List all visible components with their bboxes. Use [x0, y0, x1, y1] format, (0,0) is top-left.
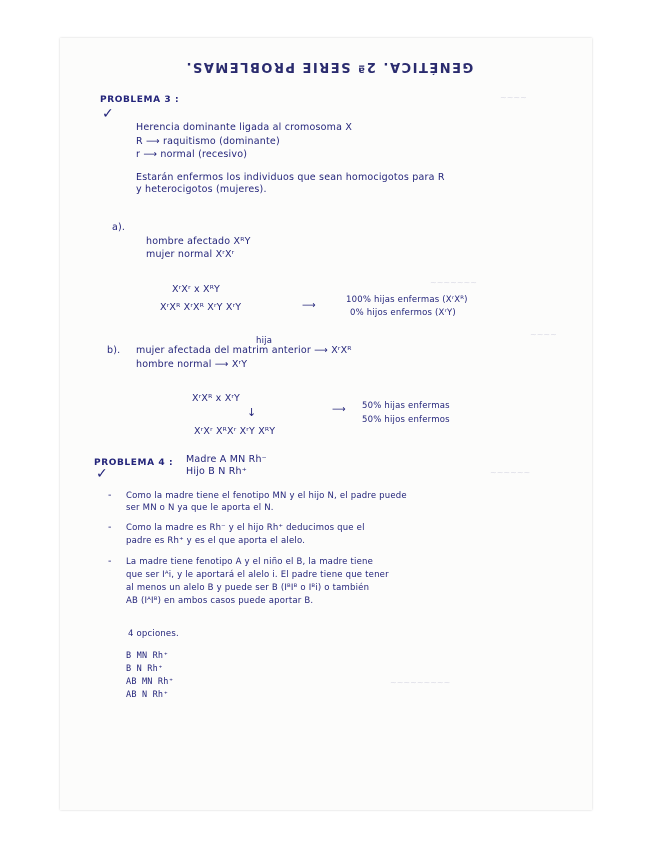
p3-part-b-label: b). — [107, 345, 121, 356]
page-title: GENÉTICA. 2ª SERIE PROBLEMAS. — [185, 59, 474, 74]
p4-bullet-line: al menos un alelo B y puede ser B (IᴮIᴮ o Iᴮi) o también — [126, 583, 370, 593]
bleed-through-mark: ~~~~~~~~~ — [390, 678, 451, 687]
p3-b-result: 50% hijas enfermas — [362, 401, 450, 411]
p3-text-line: r ⟶ normal (recesivo) — [136, 149, 248, 160]
p3-a-line: mujer normal XʳXʳ — [146, 249, 235, 260]
p4-bullet-line: que ser Iᴬi, y le aportará el alelo i. El padre tiene que tener — [126, 570, 389, 580]
notebook-page — [60, 38, 592, 810]
p3-a-result: 0% hijos enfermos (XʳY) — [350, 308, 456, 318]
p4-bullet-line: La madre tiene fenotipo A y el niño el B, la madre tiene — [126, 557, 374, 567]
p3-part-a-label: a). — [112, 222, 126, 233]
p4-options-label: 4 opciones. — [128, 629, 179, 639]
bleed-through-mark: ~~~~ — [500, 93, 527, 102]
problem-4-heading: PROBLEMA 4 : — [94, 458, 174, 468]
p4-madre: Madre A MN Rh⁻ — [186, 454, 267, 465]
bleed-through-mark: ~~~~~~~ — [430, 278, 477, 287]
p4-option: B MN Rh⁺ — [126, 651, 169, 661]
check-mark-icon: ✓ — [96, 466, 108, 482]
check-mark-icon: ✓ — [102, 106, 114, 122]
bullet-dash: - — [108, 556, 112, 567]
p3-text-line: Herencia dominante ligada al cromosoma X — [136, 122, 353, 133]
p3-a-offspring: XʳXᴿ XʳXᴿ XʳY XʳY — [160, 302, 242, 313]
p4-hijo: Hijo B N Rh⁺ — [186, 466, 247, 477]
p4-option: AB MN Rh⁺ — [126, 677, 174, 687]
p4-bullet-line: Como la madre es Rh⁻ y el hijo Rh⁺ deducimos que el — [126, 523, 365, 533]
p3-b-hija-insert: hija — [256, 336, 273, 346]
p4-bullet-line: padre es Rh⁺ y es el que aporta el alelo. — [126, 536, 306, 546]
problem-3-heading: PROBLEMA 3 : — [100, 95, 180, 105]
p3-a-line: hombre afectado XᴿY — [146, 236, 251, 247]
arrow-right-icon: ⟶ — [332, 404, 346, 415]
p3-a-cross: XʳXʳ x XᴿY — [172, 284, 221, 295]
p4-bullet-line: ser MN o N ya que le aporta el N. — [126, 503, 274, 513]
bleed-through-mark: ~~~~~~ — [490, 468, 531, 477]
p3-text-line: R ⟶ raquitismo (dominante) — [136, 136, 280, 147]
p4-option: AB N Rh⁺ — [126, 690, 169, 700]
p4-bullet-line: AB (IᴬIᴮ) en ambos casos puede aportar B. — [126, 596, 314, 606]
bullet-dash: - — [108, 522, 112, 533]
p3-b-offspring: XʳXʳ XᴿXʳ XʳY XᴿY — [194, 426, 276, 437]
p4-option: B N Rh⁺ — [126, 664, 164, 674]
arrow-right-icon: ⟶ — [302, 300, 316, 311]
p3-b-line: mujer afectada del matrim anterior ⟶ XʳXᴿ — [136, 345, 352, 356]
p3-a-result: 100% hijas enfermas (XʳXᴿ) — [346, 295, 468, 305]
p3-b-line: hombre normal ⟶ XʳY — [136, 359, 248, 370]
p3-b-result: 50% hijos enfermos — [362, 415, 450, 425]
p4-bullet-line: Como la madre tiene el fenotipo MN y el hijo N, el padre puede — [126, 491, 407, 501]
p3-text-line: Estarán enfermos los individuos que sean homocigotos para R — [136, 172, 445, 183]
bleed-through-mark: ~~~~ — [530, 330, 557, 339]
p3-text-line: y heterocigotos (mujeres). — [136, 184, 267, 195]
p3-b-cross: XʳXᴿ x XʳY — [192, 393, 241, 404]
bullet-dash: - — [108, 490, 112, 501]
arrow-down-icon: ↓ — [247, 406, 257, 419]
